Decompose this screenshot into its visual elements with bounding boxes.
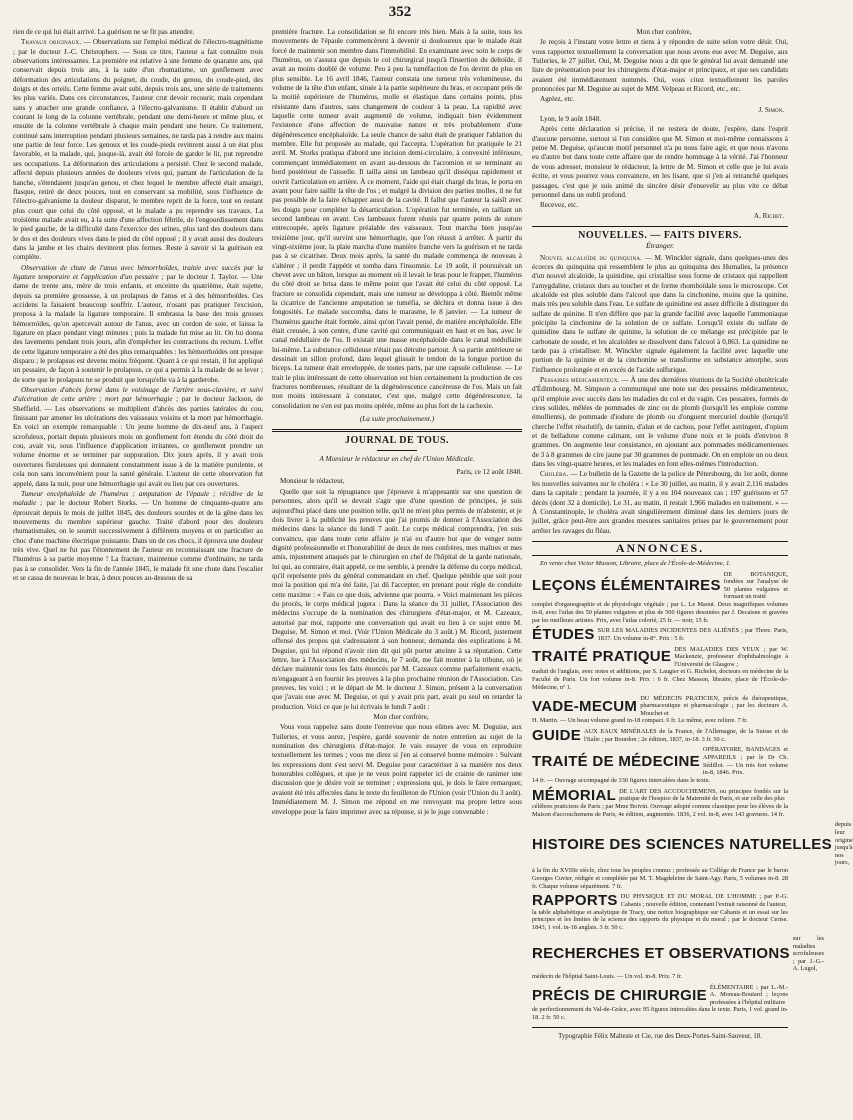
- place-date: Lyon, le 9 août 1848.: [540, 115, 602, 124]
- letter-closing: Recevez, etc.: [540, 201, 579, 210]
- ad-item: [532, 646, 788, 692]
- section-subtitle: Étranger.: [645, 241, 675, 251]
- ad-item: [532, 893, 788, 932]
- paragraph-text: par le docteur Robert Storks. — Un homme de cinquante-quatre ans éprouvait depuis le mois de juillet 1845, des douleurs sourdes et de la gêne dans les mouvements du membre supérieur gauche. Traité d'abord pour des douleurs rhumatismales, on le soumit successivement à différents moyens et en particulier au choc d'une machine électrique puissante. Dans un de ces chocs, il éprouva une douleur très vive. Quel ne fut pas l'étonnement de l'auteur en reconnaissant une fracture de l'humérus à sa partie moyenne ! La fracture, maintenue comme d'ordinaire, ne tarda pas à se consolider. Vers la fin de l'année 1845, le malade fit une chute dans l'escalier et se cassa de nouveau le bras, à deux pouces au-dessous de sa: [13, 499, 263, 582]
- letter-body: Je reçois à l'instant votre lettre et tiens à y répondre de suite selon votre désir. Oui, vous rapportez textuellement la conversation que nous avons eue avec M. Deguise, aux Tuileries, le 27 juillet. Oui, M. Deguise nous a dit que le général lui avait demandé une liste de présentation pour les chirurgiens d'état-major et principaux, et que ses candidats avaient été immédiatement nommés. Oui, vous citez textuellement les paroles prononcées par M. Deguise au sujet de MM. Velpeau et Ricord, etc., etc.: [532, 38, 788, 94]
- ad-subtitle: AUX EAUX MINÉRALES de la France, de l'Allemagne, de la Suisse et de l'Italie ; par Bourdon ; 2e édition, 1837, in-18. 3 fr. 50 c.: [584, 728, 788, 743]
- section-divider: [272, 429, 522, 432]
- paragraph-text: par le docteur Jackson, de Sheffield. — Les observations se multiplient d'abcès des parties latérales du cou, finissant par amener les ulcérations des vaisseaux voisins et la mort par hémorrhagie. En voici un exemple remarquable : Un jeune homme de dix-neuf ans, à l'aspect scrofuleux, portait depuis plusieurs mois un gonflement fort étendu du côté droit du cou, avait vu, sous l'influence d'application irritantes, ce gonflement prendre un volume énorme et se terminer par suppuration. Dix jours après, il y avait trois ouvertures fistuleuses qui donnaient constamment issue à de la matière purulente, et cela non sans inconvénient pour la santé générale. L'auteur de cette observation fut appelé, dans la nuit, pour une hémorrhagie qui avait eu lieu par ces ouvertures.: [13, 395, 263, 488]
- ad-title: RECHERCHES ET OBSERVATIONS: [532, 945, 790, 963]
- ad-body: 14 fr. — Ouvrage accompagné de 330 figures intercalées dans le texte.: [532, 776, 711, 784]
- letter-salutation: Mon cher confrère,: [373, 713, 429, 722]
- paragraph-text: — Observations sur l'emploi médical de l'électro-magnétisme ; par le docteur J.-C. Christophers. — Sous ce titre, l'auteur a fait connaître trois observations intéressantes. La première est relative à une femme de quarante ans, qui conservait depuis trois ans, à la suite d'un rhumatisme, un gonflement avec déformation des articulations du poignet, du coude, du genou, du coude-pied, des doigts et des orteils. Cette femme avait subi, depuis trois ans, une série de traitements les plus variés. Dans ces circonstances, l'auteur crut devoir recourir, mais cependant sans y attacher une grande confiance, à l'électro-galvanisme. Il établit d'abord un courant le long de la colonne vertébrale, pendant une demi-heure et même plus, et ensuite de la colonne vertébrale à chaque main pendant une heure. Ce traitement, continué sans interruption pendant plusieurs semaines, ne tarda pas à rendre aux mains une partie de leur force. Les genoux et les coude-pieds revinrent aussi à un état plus favorable, et la malade, qui, jusque-là, avait été forcée de garder le lit, put reprendre ses occupations. La déformation des articulations a persisté. Chez le second malade, affecté depuis plusieurs années de douleurs vives qui, partant de l'articulation de la hanche, s'étendaient jusqu'au genou, et chez lequel le membre affecté était amaigri, flasque, retiré de deux pouces, tout en conservant sa mobilité, sous l'influence de l'électro-galvanisme la douleur disparut, le membre reprit de la force, tout en restant plus court que celui du côté opposé, et le malade a pu reprendre ses travaux. La troisième malade avait eu, à la suite d'une affection fébrile, de l'engourdissement dans le pied gauche, de la difficulté dans l'exercice des urines, plus tard des douleurs dans le dos et des douleurs vives dans le pied du côté opposé ; il y avait aussi des douleurs dans la jambe et les chairs devinrent plus fermes. Reste à savoir si la guérison est complète.: [13, 38, 263, 262]
- divider: [377, 450, 417, 451]
- ad-subtitle: DE L'ART DES ACCOUCHEMENS, ou principes fondés sur la pratique de l'hospice de la Maternité de Paris, et sur celle des plus: [619, 787, 788, 803]
- ad-subtitle: sur les maladies scrofuleuses ; par J.-G.-A. Lugol,: [792, 934, 824, 973]
- ad-body: traduit de l'anglais, avec notes et additions, par S. Laugier et G. Richelot, docteurs en médecine de la Faculté de Paris. Un fort volume in-8. Prix : 6 fr. Chez Masson, libraire, place de l'École-de-Médecine, nº 1.: [532, 668, 788, 691]
- paragraph: [13, 38, 263, 262]
- news-text: — M. Winckler signale, dans quelques-unes des écorces du quinquina qui ressemblent le plus au quinquina des Humalies, la présence d'un nouvel alcaloïde, la quinidine, qui cristallise sous forme de cristaux qui rappellent l'amygdaline, cristaux durs au toucher et de forme rhomboïdale sous le microscope. Cet alcaloïde est plus soluble dans l'alcool que dans la cinchonine, moins que la quinine, mais très peu soluble dans l'eau. Le sulfate de quinidine est assez difficile à distinguer du sulfate de quinine. Il n'en diffère que par la grande facilité avec laquelle l'ammoniaque précipite la cinchonine de la solution de ce sulfate. Lorsqu'il existe du sulfate de quinidine dans le sulfate de quinine, la solution de ce mélange est précipitée par le carbonate de soude, et les alcaloïdes se dissolvent dans l'alcool à 0,863. La quinidine ne tarde pas à cristalliser. M. Winckler signale également la facilité avec laquelle une portion de la quinine et de la cinchonine se transforme en substance amorphe, sous l'influence prolongée et en excès de l'acide sulfurique.: [532, 253, 788, 374]
- paragraph: [13, 490, 263, 583]
- ad-title: VADE-MECUM: [532, 697, 638, 715]
- news-item: [532, 470, 788, 535]
- letter-salutation: Monsieur le rédacteur,: [280, 477, 345, 486]
- article-heading: Observation d'abcès formé dans le voisinage de l'artère sous-clavière, et suivi d'ulcération de cette artère ; mort par hémorrhagie ;: [13, 386, 263, 404]
- news-heading: Choléra.: [540, 470, 569, 479]
- ad-title: LEÇONS ÉLÉMENTAIRES: [532, 577, 721, 595]
- news-item: [532, 254, 788, 375]
- ad-item: [532, 746, 788, 784]
- letter-address: A Monsieur le rédacteur en chef de l'Union Médicale.: [319, 454, 475, 463]
- ad-body: célèbres praticiens de Paris ; par Mme Boivin. Ouvrage adopté comme classique pour les élèves de la Maison d'accouchemens de Paris, 4e édition, augmentée. 1836, 2 vol. in-8, avec 143 gravures. 14 fr.: [532, 802, 788, 818]
- ad-subtitle: DES MALADIES DES YEUX ; par W. Mackenzie, professeur d'ophthalmologie à l'Université de Glasgow ;: [674, 645, 788, 668]
- ad-title: TRAITÉ DE MÉDECINE: [532, 753, 700, 771]
- section-divider: [532, 226, 788, 227]
- paragraph: rien de ce qui lui était arrivé. La guérison ne se fit pas attendre.: [13, 28, 195, 36]
- paragraph: [13, 264, 263, 385]
- ad-body: la table alphabétique et analytique de Tracy, une notice biographique sur Cabanis et un essai sur les principes et les limites de la science des rapports du physique et du moral ; par le docteur Cerise. 1843, 1 vol. in-18 anglais. 3 fr. 50 c.: [532, 908, 788, 932]
- column-3: [532, 28, 853, 1112]
- ad-body: H. Martin. — Un beau volume grand in-18 compact. 6 fr. Le même, avec reliure. 7 fr.: [532, 717, 748, 725]
- ad-title: GUIDE: [532, 727, 582, 745]
- column-1: [13, 28, 263, 1112]
- ad-subtitle: depuis leur origine jusqu'à nos jours,: [834, 821, 853, 867]
- ad-title: HISTOIRE DES SCIENCES NATURELLES: [532, 835, 832, 853]
- news-heading: Nouvel alcaloïde du quinquina.: [540, 253, 643, 262]
- ad-item: [532, 821, 853, 890]
- news-item: [532, 376, 788, 469]
- ad-subtitle: SUR LES MALADIES INCIDENTES DES ALIÉNÉS ; par Thore. Paris, 1837. Un volume in-8°. Prix : 5 fr.: [597, 627, 788, 642]
- ad-body: médecin de l'hôpital Saint-Louis. — Un vol. in-8. Prix. 7 fr.: [532, 972, 683, 980]
- ad-item: [532, 571, 788, 625]
- ad-subtitle: DU PHYSIQUE ET DU MORAL DE L'HOMME ; par P.-G. Cabanis ; nouvelle édition, contenant l'extrait raisonné de l'auteur,: [620, 893, 788, 908]
- ad-title: TRAITÉ PRATIQUE: [532, 648, 672, 666]
- annonces-title: ANNONCES.: [532, 541, 788, 556]
- letter-salutation: Mon cher confrère,: [636, 28, 692, 36]
- signature: A. Richet.: [753, 211, 784, 220]
- section-heading: Travaux originaux.: [21, 38, 82, 47]
- ad-subtitle: ÉLÉMENTAIRE ; par L.-M.-A. Moreau-Boutard ; leçons professées à l'hôpital militaire: [709, 983, 788, 1006]
- divider: [532, 1027, 788, 1028]
- ad-subtitle: OPÉRATOIRE, BANDAGES et APPAREILS ; par le Dr Ch. Sédillot. — Un très fort volume in-8, 1846. Prix.: [702, 746, 788, 777]
- letter-body: Vous vous rappelez sans doute l'entrevue que nous eûmes avec M. Deguise, aux Tuileries, et vous aurez, j'espère, gardé souvenir de notre entretien au sujet de la nomination des chirurgiens d'état-major. Je vais essayer de vous en reproduire textuellement les termes ; vous me direz si j'en ai conservé bonne mémoire : Suivant les expressions dont s'est servi M. Deguise pour caractériser à sa manière nos deux honorables collègues, et que je ne veux point rappeler ici de crainte de ranimer une discussion que je désire voir se terminer ; expressions qui, je dois le faire remarquer, avaient été très affectées dans le texte du feuilleton de l'Union (voir l'Union du 3 août). Immédiatement M. J. Simon me répond en me renvoyant ma propre lettre sous enveloppe pour la faire imprimer avec sa réponse, si je le juge convenable :: [272, 723, 522, 816]
- ad-title: RAPPORTS: [532, 892, 618, 910]
- column-2: [272, 28, 522, 1112]
- signature: J. Simon.: [758, 105, 784, 114]
- continued-note: (La suite prochainement.): [359, 415, 435, 424]
- ad-item: [532, 728, 788, 743]
- ad-subtitle: DE BOTANIQUE, fondées sur l'analyse de 50 plantes vulgaires et formant un traité: [723, 570, 788, 601]
- ad-item: [532, 695, 788, 726]
- article-heading: Tumeur encéphaloïde de l'humérus ; amputation de l'épaule ; récidive de la maladie ;: [13, 489, 263, 508]
- section-title: JOURNAL DE TOUS.: [344, 435, 450, 447]
- ad-body: de perfectionnement du Val-de-Grâce, avec 95 figures intercalées dans le texte. Paris, 1 vol. grand in-18. 2 fr. 50 c.: [532, 1006, 788, 1022]
- ad-item: [532, 984, 788, 1022]
- paragraph: première fracture. La consolidation se fit encore très bien. Mais à la suite, tous les mouvements de l'épaule commencèrent à devenir si douloureux que le malade était forcé de maintenir son membre dans l'immobilité. En examinant avec soin le corps de l'humérus, on s'assura que depuis le col chirurgical jusqu'à l'insertion du deltoïde, il avait au moins doublé de volume. Peu à peu la tuméfaction de l'os devint de plus en plus sensible. Le 16 avril 1846, l'auteur constata une tumeur très volumineuse, du volume de la tête d'un enfant, située à la partie supérieure du bras, et occupant près de la moitié supérieure de l'humérus, molle et élastique dans certains points, plus résistante dans d'autres, sans changement de couleur à la peau. La rapidité avec laquelle cette tumeur avait augmenté de volume, indiquait bien évidemment l'existence d'une affection de mauvaise nature et très probablement d'une dégénérescence encéphaloïde. La seule chance de salut était de pratiquer l'ablation du membre. Elle fut proposée au malade, qui l'accepta. L'opération fut pratiquée le 21 avril. M. Storks pratiqua d'abord une incision demi-circulaire, à convexité inférieure, commençant immédiatement en avant au-dessous de l'acromion et se terminant au bord postérieur de l'aisselle. Il tailla ainsi un lambeau qu'il disséqua rapidement et ouvrit l'articulation en arrière. À ce moment, l'aide qui était chargé du bras, le porta en avant pour faire saillir la tête de l'os ; et malgré la division des parties molles, il ne fut pas possible de la faire échapper aussi de la cavité. Il fallut que l'auteur la saisît avec les doigts pour compléter la désarticulation. L'opération fut terminée, en taillant un second lambeau en avant. Ces lambeaux furent réunis par quatre points de suture entrecoupée, après ligature préalable des vaisseaux. Tout marcha bien jusqu'au treizième jour, qu'il survint une hémorrhagie, que l'on réussit à arrêter. À partir du vingt-sixième jour, la plaie marcha d'une manière franche vers la guérison et ne tarda pas à se cicatriser. Deux mois après, la santé du malade commença de nouveau à s'altérer ; il perdit l'appétit et tomba dans l'insomnie. Le 19 août, il poursuivait un chevet avec un bâton, lorsque au moment où il levait le bras pour le frapper, l'humérus du côté droit se brisa dans le même point que l'avait été celui du côté opposé. La fracture se consolida cependant, mais une tumeur se développa à côté. Bientôt même la cicatrice de l'ancienne amputation se tuméfia, se déchira et donna issue à des fongosités. Le malade succomba, dans le marasme, le 8 janvier. — La tumeur de l'humérus gauche était formée, ainsi qu'on l'avait pensé, de matière encéphaloïde. Elle était creusée, à son centre, d'une cavité qui communiquait en haut et en bas, avec le canal médullaire de l'os. Il existait une masse encéphaloïde dans le canal médullaire lui-même. La substance celluleuse n'était pas détruite partout. À sa partie antérieure se dessinait un sillon profond, dans lequel glissait le tendon de la longue portion du biceps. La tumeur était enveloppée, de toutes parts, par une capsule celluleuse. — Le trait le plus intéressant de cette observation est bien certainement la production de ces fractures nombreuses, résultant de la dégénérescence cancéreuse de l'os. Mais un fait non moins intéressant à constater, c'est que, malgré cette dégénérescence, la consolidation ne s'en est pas moins opérée, même au plus fort de la cachexie.: [272, 28, 522, 410]
- ad-body: à la fin du XVIIIe siècle, chez tous les peuples connus ; professée au Collège de France par le baron Georges Cuvier, rédigée et complétée par M. T. Magdeleine de Saint-Agy. Paris, 5 volumes in-8. 28 fr. Chaque volume séparément. 7 fr.: [532, 866, 788, 890]
- letter-closing: Agréez, etc.: [540, 95, 575, 104]
- ad-subtitle: DU MÉDECIN PRATICIEN, précis de thérapeutique, pharmaceutique et pharmacologie ; par les docteurs A. Mouchet et: [640, 694, 788, 717]
- news-text: — Le bulletin de la Gazette de la police de Pétersbourg, du 1er août, donne les nouvelles suivantes sur le choléra : « Le 30 juillet, au matin, il y avait 2,116 malades dans la capitale ; pendant la journée, il y a eu 104 nouveaux cas ; 197 guérisons et 57 décès (dont 32 à domicile). Le 31, au matin, il restait 1,966 malades en traitement. » — À Constantinople, le choléra avait singulièrement diminué dans les derniers jours de juillet, grâce peut-être aux grandes mesures sanitaires prises par le gouvernement pour arrêter les ravages du fléau.: [532, 470, 788, 535]
- ad-title: MÉMORIAL: [532, 786, 617, 804]
- ad-item: [532, 934, 824, 981]
- ad-title: ÉTUDES: [532, 626, 595, 644]
- news-text: — À une des dernières réunions de la Société obstétricale d'Édimbourg, M. Simpson a communiqué une note sur des pessaires médicamenteux, qu'il emploie avec succès dans les maladies du col et du vagin. Ces pessaires, formés de cires solides, mêlées de pommades de zinc ou de plomb (lorsqu'il les emploie comme émollients), de pommade d'iodure de plomb ou d'onguent mercuriel double (lorsqu'il cherche l'effet résolutif), de tannin, d'alun et de cachou, pour l'effet astringent, d'opium et de belladone comme calmant, ont le volume d'une noix et le poids d'environ 8 grammes. On augmente leur consistance, en ajoutant aux pommades médicamenteuses de 3 à 8 grammes de cire jaune par 30 grammes de pommade. On en emploie un ou deux dans les vingt-quatre heures, et les malades en font elles-mêmes l'introduction.: [532, 376, 788, 469]
- letter-body: Quelle que soit la répugnance que j'éprouve à m'appesantir sur une question de personnes, alors qu'il se devrait s'agir que d'une question de principes, je suis aujourd'hui placé dans une position telle, qu'il ne m'est plus permis de m'abstenir, et je dois livrer à la publicité les preuves que j'ai promis de donner à l'Association des médecins dans la séance du lundi 7 août. Le corps médical comprendra, j'en suis convaincu, que dans toute cette affaire je n'ai eu d'autre but que de venger notre dignité professionnelle et l'honorabilité de deux de mes confrères, mes maîtres et mes amis, injustement attaqués par le chirurgien en chef de l'hôpital de la garde nationale, lui qui, au contraire, était appelé, ce me semble, à prendre la défense du corps médical, qu'il représente près du général commandant en chef. Quelque pénible que soit pour moi la position qui m'a été faite, j'ai dû l'accepter, en prenant pour règle de conduite cette maxime : « Fais ce que dois, advienne que pourra. » Voici maintenant les pièces du procès, le corps médical jugera : Dans la séance du 31 juillet, l'Association des médecins s'occupe de la nomination des chirurgiens d'état-major, et M. Cazeaux, autorisé par moi, rapporte une conversation qui avait eu lieu à ce sujet entre M. Deguise, M. Simon et moi. (Voir l'Union Médicale du 3 août.) M. Ricord, justement offensé des propos qui s'adressaient à son honneur, demanda des explications à M. Deguise, qui lui répond n'avoir rien dit qui pût porter atteinte à sa réputation. Cette lettre, lue à l'Association des médecins, le 7 août, me fait monter à la tribune, où je déclare maintenir tous les faits énoncés par M. Cazeaux comme parfaitement exacts, m'engageant à en fournir les preuves à la plus prochaine réunion de l'Association. Ces preuves, les voici ; et le départ de M. le docteur J. Simon, présent à la conversation que j'avais eue avec M. Deguise, et qui y avait pris part, avait pu seul en retarder la production. Voici ce que je lui écrivais le lundi 7 août :: [272, 487, 522, 711]
- paragraph: [13, 386, 263, 489]
- publisher-line: En vente chez Victor Masson, Libraire, place de l'École-de-Médecine, 1.: [540, 560, 731, 568]
- article-heading: Observation de chute de l'anus avec hémorrhoïdes, traitée avec succès par la ligature temporaire et l'application d'un pessaire ;: [13, 263, 263, 281]
- news-heading: Pessaires médicamenteux.: [540, 376, 620, 385]
- paragraph-text: par le docteur J. Taylor. — Une dame de trente ans, mère de trois enfants, et enceinte du quatrième, était sujette, depuis sa première grossesse, à un prolapsus de l'anus et à des hémorrhoïdes. Ces accidens la faisaient beaucoup souffrir. L'auteur, n'osant pas pratiquer l'excision, proposa à la malade la ligature temporaire. Il embrassa la base des trois grosses hémorroïdes, qu'on apercevait autour de l'anus, avec un cordon de soie, et laissa la ligature en place pendant vingt minutes ; puis la malade fut mise au lit. On lui donna des lavements pendant trois jours, afin d'empêcher les contractions du rectum. L'effet de cette ligature temporaire a été des plus remarquables : les hémorrhoïdes ont presque disparu ; le prolapsus est devenu moins fréquent. Quant à ce qui restait, il fut appliqué un pessaire, de façon à soutenir le prolapsus, ce qui a permis à la malade de se lever ; de sorte que le prolapsus ne se produit que lorsqu'elle va à la garderobe.: [13, 272, 263, 384]
- letter-body: Après cette déclaration si précise, il ne restera de doute, j'espère, dans l'esprit d'aucune personne, surtout si l'on considère que M. Simon et moi-même connaissons à peine M. Deguise, qu'aucun motif personnel n'a pu nous faire agir, et que nous n'avons eu d'autre but dans toute cette affaire que de rendre hommage à la vérité. J'ai l'honneur de vous adresser, monsieur le rédacteur, la lettre de M. Simon et celle que je lui avais écrite, et vous pourrez vous convaincre, en les lisant, que si j'en ai retranché quelques passages, c'est que je suis animé du sincère désir d'ensevelir au plus vite ce débat personnel dans un oubli profond.: [532, 125, 788, 199]
- ad-item: [532, 788, 788, 819]
- page-number: 352: [388, 4, 412, 20]
- letter-dateline: Paris, ce 12 août 1848.: [456, 468, 522, 477]
- section-title: NOUVELLES. — FAITS DIVERS.: [578, 229, 742, 241]
- ad-item: [532, 627, 788, 642]
- ad-body: complet d'organographie et de physiologie végétale ; par L. Le Maout. Deux magnifiques volumes in-8, avec l'atlas des 50 plantes vulgaires et plus de 500 figures dessinées par J. Decaisne et gravées par les meilleurs artistes. Prix, avec l'atlas colorié, 25 fr. — noir, 15 fr.: [532, 600, 788, 624]
- ad-title: PRÉCIS DE CHIRURGIE: [532, 986, 707, 1004]
- printer-imprint: Typographie Félix Malteste et Cie, rue des Deux-Portes-Saint-Sauveur, 18.: [558, 1033, 762, 1041]
